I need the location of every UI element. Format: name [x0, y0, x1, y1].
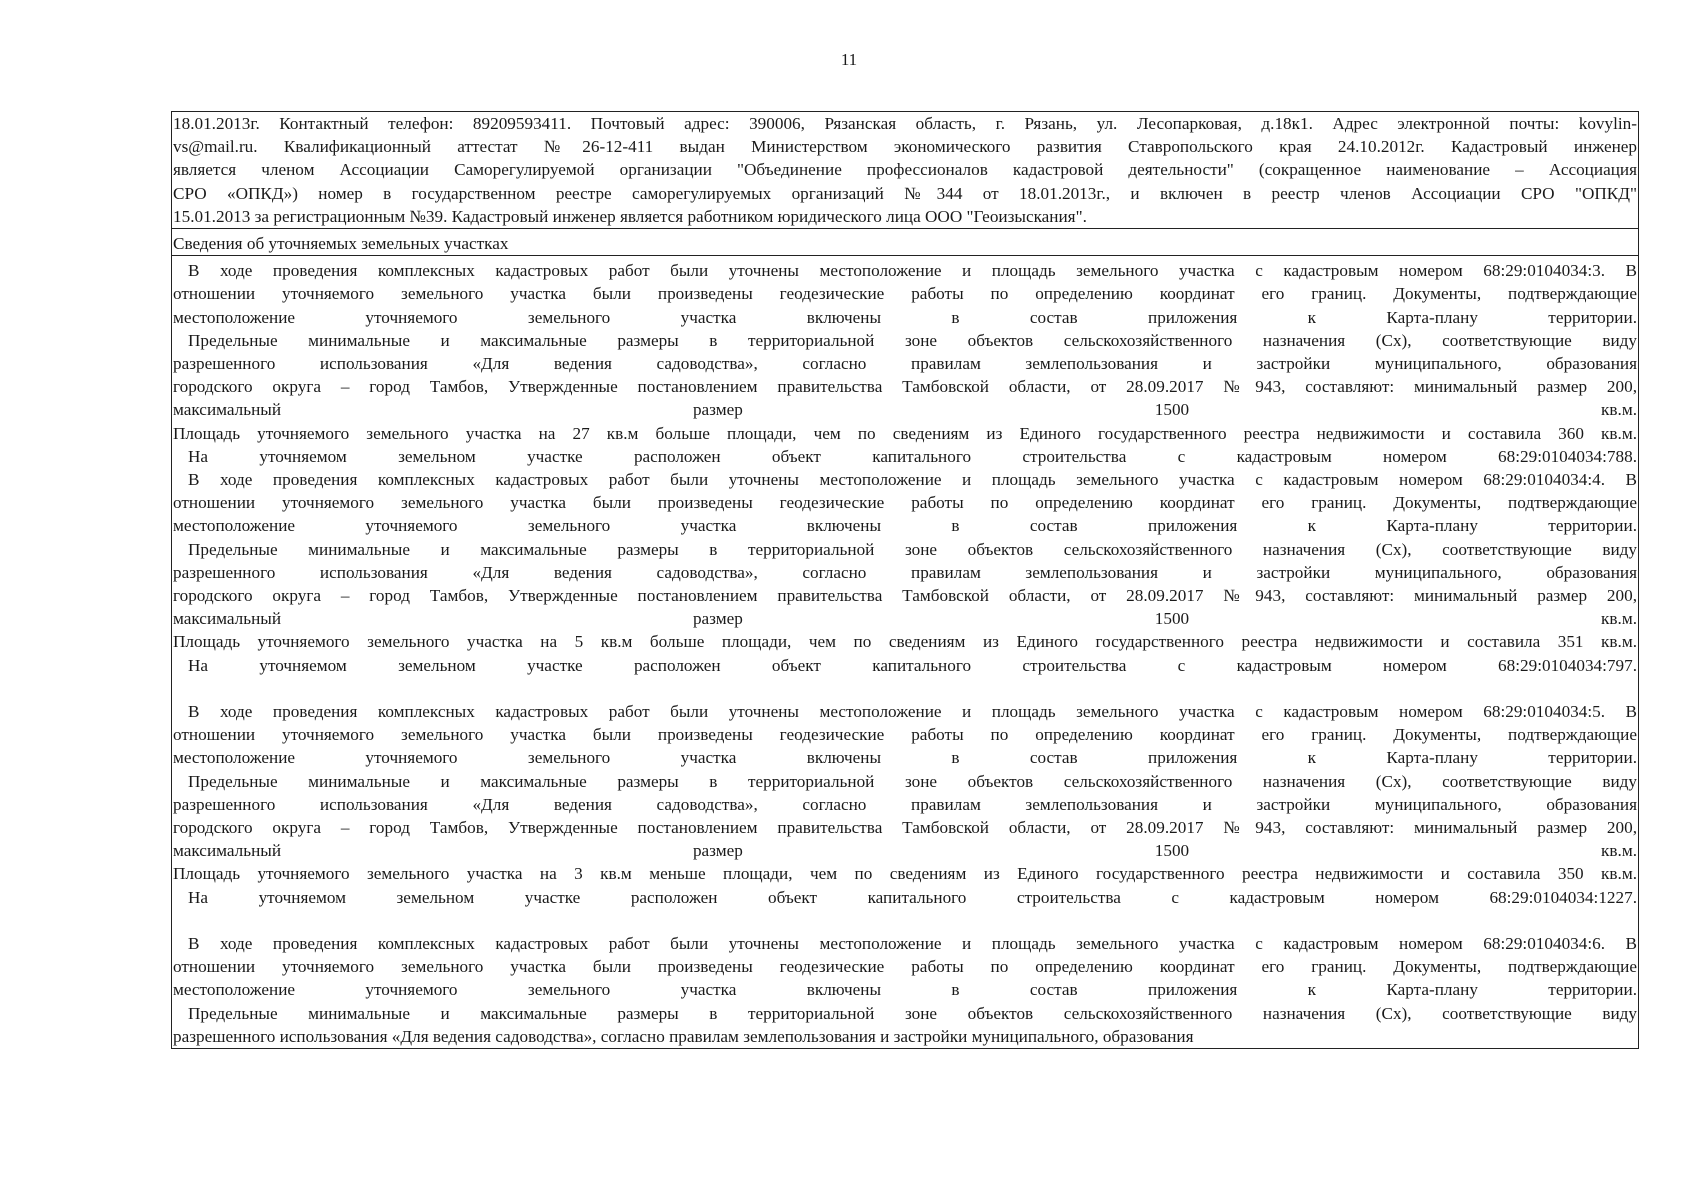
document-table	[171, 111, 1639, 1049]
parcel-line: Площадь уточняемого земельного участка на 27 кв.м больше площади, чем по сведениям из Единого государственного реестра недвижимости и составила 360 кв.м.	[173, 423, 1637, 443]
parcel-line: городского округа – город Тамбов, Утвержденные постановлением правительства Тамбовской области, от 28.09.2017 №943, составляют: минимальный размер 200,	[173, 818, 1637, 838]
paragraph-gap	[173, 909, 1637, 932]
parcel-line: местоположение уточняемого земельного участка включены в состав приложения к Карта-плану территории.	[173, 980, 1637, 1000]
parcel-line: В ходе проведения комплексных кадастровых работ были уточнены местоположение и площадь земельного участка с кадастровым номером 68:29:0104034:6. В	[188, 934, 1637, 954]
engineer-line: является членом Ассоциации Саморегулируемой организации "Объединение профессионалов кадастровой деятельности" (сокращенное наименование – Ассоциация	[173, 160, 1637, 180]
parcel-line: городского округа – город Тамбов, Утвержденные постановлением правительства Тамбовской области, от 28.09.2017 №943, составляют: минимальный размер 200,	[173, 586, 1637, 606]
parcel-block	[173, 700, 1637, 932]
parcel-line: разрешенного использования «Для ведения садоводства», согласно правилам землепользования и застройки муниципального, образования	[173, 1026, 1194, 1046]
parcel-line: отношении уточняемого земельного участка были произведены геодезические работы по определению координат его границ. Документы, подтверждающие	[173, 957, 1637, 977]
parcel-line: местоположение уточняемого земельного участка включены в состав приложения к Карта-плану территории.	[173, 307, 1637, 327]
engineer-line: 15.01.2013 за регистрационным №39. Кадастровый инженер является работником юридического лица ООО "Геоизыскания".	[173, 206, 1087, 226]
engineer-info-cell	[172, 112, 1638, 228]
parcel-block	[173, 932, 1637, 1048]
engineer-line: vs@mail.ru. Квалификационный аттестат №26-12-411 выдан Министерством экономического развития Ставропольского края 24.10.2012г. Кадастровый инженер	[173, 137, 1637, 157]
parcel-line: отношении уточняемого земельного участка были произведены геодезические работы по определению координат его границ. Документы, подтверждающие	[173, 725, 1637, 745]
section-title: Сведения об уточняемых земельных участках	[173, 234, 509, 254]
parcel-line: В ходе проведения комплексных кадастровых работ были уточнены местоположение и площадь земельного участка с кадастровым номером 68:29:0104034:3. В	[188, 261, 1637, 281]
parcel-line: разрешенного использования «Для ведения садоводства», согласно правилам землепользования и застройки муниципального, образования	[173, 354, 1637, 374]
parcel-line: Предельные минимальные и максимальные размеры в территориальной зоне объектов сельскохозяйственного назначения (Сх), соответствующие виду	[188, 539, 1637, 559]
parcel-line: местоположение уточняемого земельного участка включены в состав приложения к Карта-плану территории.	[173, 516, 1637, 536]
parcel-line: максимальный размер 1500 кв.м.	[173, 841, 1637, 861]
parcel-line: местоположение уточняемого земельного участка включены в состав приложения к Карта-плану территории.	[173, 748, 1637, 768]
parcels-cell	[172, 255, 1638, 1048]
parcel-line: В ходе проведения комплексных кадастровых работ были уточнены местоположение и площадь земельного участка с кадастровым номером 68:29:0104034:5. В	[188, 702, 1637, 722]
parcel-line: Площадь уточняемого земельного участка на 3 кв.м меньше площади, чем по сведениям из Единого государственного реестра недвижимости и составила 350 кв.м.	[173, 864, 1637, 884]
section-title-cell	[172, 228, 1638, 255]
parcel-line: отношении уточняемого земельного участка были произведены геодезические работы по определению координат его границ. Документы, подтверждающие	[173, 493, 1637, 513]
parcel-line: разрешенного использования «Для ведения садоводства», согласно правилам землепользования и застройки муниципального, образования	[173, 794, 1637, 814]
parcel-line: максимальный размер 1500 кв.м.	[173, 609, 1637, 629]
parcel-line: На уточняемом земельном участке расположен объект капитального строительства с кадастровым номером 68:29:0104034:797.	[188, 655, 1637, 675]
parcel-line: отношении уточняемого земельного участка были произведены геодезические работы по определению координат его границ. Документы, подтверждающие	[173, 284, 1637, 304]
parcel-block	[173, 468, 1637, 700]
parcel-line: Предельные минимальные и максимальные размеры в территориальной зоне объектов сельскохозяйственного назначения (Сх), соответствующие виду	[188, 771, 1637, 791]
parcel-line: На уточняемом земельном участке расположен объект капитального строительства с кадастровым номером 68:29:0104034:1227.	[188, 887, 1637, 907]
parcel-line: разрешенного использования «Для ведения садоводства», согласно правилам землепользования и застройки муниципального, образования	[173, 562, 1637, 582]
parcel-line: Предельные минимальные и максимальные размеры в территориальной зоне объектов сельскохозяйственного назначения (Сх), соответствующие виду	[188, 330, 1637, 350]
parcel-line: Площадь уточняемого земельного участка на 5 кв.м больше площади, чем по сведениям из Единого государственного реестра недвижимости и составила 351 кв.м.	[173, 632, 1637, 652]
parcel-line: Предельные минимальные и максимальные размеры в территориальной зоне объектов сельскохозяйственного назначения (Сх), соответствующие виду	[188, 1003, 1637, 1023]
parcel-line: В ходе проведения комплексных кадастровых работ были уточнены местоположение и площадь земельного участка с кадастровым номером 68:29:0104034:4. В	[188, 470, 1637, 490]
parcel-line: На уточняемом земельном участке расположен объект капитального строительства с кадастровым номером 68:29:0104034:788.	[188, 446, 1637, 466]
engineer-line: СРО «ОПКД») номер в государственном реестре саморегулируемых организаций №344 от 18.01.2013г., и включен в реестр членов Ассоциации СРО "ОПКД"	[173, 183, 1637, 203]
parcel-line: максимальный размер 1500 кв.м.	[173, 400, 1637, 420]
paragraph-gap	[173, 677, 1637, 700]
parcel-line: городского округа – город Тамбов, Утвержденные постановлением правительства Тамбовской области, от 28.09.2017 №943, составляют: минимальный размер 200,	[173, 377, 1637, 397]
engineer-line: 18.01.2013г. Контактный телефон: 89209593411. Почтовый адрес: 390006, Рязанская область, г. Рязань, ул. Лесопарковая, д.18к1. Адрес электронной почты: kovylin-	[173, 114, 1637, 133]
parcel-block	[173, 259, 1637, 468]
page-number: 11	[840, 50, 858, 69]
